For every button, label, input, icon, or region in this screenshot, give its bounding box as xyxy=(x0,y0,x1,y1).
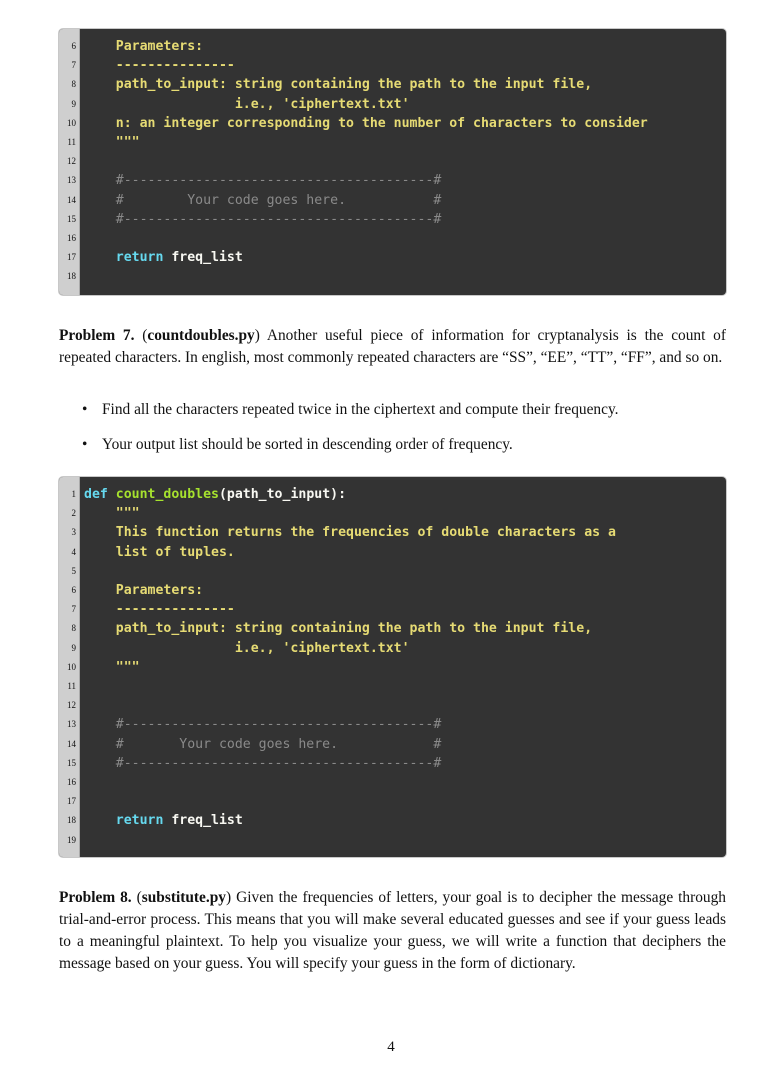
code-line xyxy=(59,600,726,619)
code-text: #---------------------------------------# xyxy=(84,211,442,227)
code-text: --------------- xyxy=(84,602,235,618)
bullet-icon: • xyxy=(82,401,88,418)
code-line xyxy=(59,504,726,523)
code-text: --------------- xyxy=(84,58,235,74)
code-line xyxy=(59,210,726,229)
code-line xyxy=(59,658,726,677)
code-text: #---------------------------------------# xyxy=(84,755,442,771)
line-number: 8 xyxy=(71,623,76,634)
line-number: 12 xyxy=(67,156,76,167)
problem-8-text: Problem 8. (substitute.py) Given the frequencies of letters, your goal is to decipher the message through trial-and-error process. This means that you will make several educated guesses and see if your guess leads to a meaningful plaintext. To help you visualize your guess, we will write a function that deciphers the message based on your guess. You will specify your guess in the form of dictionary. xyxy=(59,889,726,972)
line-number: 9 xyxy=(71,642,76,653)
line-number: 13 xyxy=(67,175,76,186)
page-number: 4 xyxy=(387,1039,395,1055)
line-number: 7 xyxy=(71,60,76,71)
line-number: 1 xyxy=(71,489,76,499)
code-line xyxy=(59,639,726,658)
code-text: """ xyxy=(84,659,140,675)
code-line xyxy=(59,152,726,171)
code-line xyxy=(59,248,726,267)
line-number: 18 xyxy=(67,815,76,826)
code-listing-1 xyxy=(59,29,726,295)
code-line xyxy=(59,114,726,133)
bullet-icon: • xyxy=(82,436,88,453)
problem-7-label: Problem 7. xyxy=(59,327,135,344)
bullet-item: • Your output list should be sorted in descending order of frequency. xyxy=(82,434,513,456)
line-number: 12 xyxy=(67,700,76,711)
code-line xyxy=(59,581,726,600)
code-text: def count_doubles(path_to_input): xyxy=(84,487,347,502)
code-listing-2 xyxy=(59,477,726,857)
code-text: """ xyxy=(84,135,140,150)
code-line xyxy=(59,133,726,152)
line-number: 3 xyxy=(71,527,76,538)
line-number: 16 xyxy=(67,233,76,243)
code-text: n: an integer corresponding to the number of characters to consider xyxy=(84,115,648,131)
code-line xyxy=(59,677,726,696)
problem-8-filename: substitute.py xyxy=(141,889,226,906)
code-text: This function returns the frequencies of double characters as a xyxy=(84,525,616,541)
code-line xyxy=(59,562,726,581)
line-number: 9 xyxy=(71,98,76,109)
bullet-item: • Find all the characters repeated twice in the ciphertext and compute their frequency. xyxy=(82,399,619,421)
line-number: 17 xyxy=(67,796,76,807)
code-line xyxy=(59,75,726,94)
code-line xyxy=(59,811,726,830)
code-text: #---------------------------------------# xyxy=(84,173,442,189)
code-text: Parameters: xyxy=(84,583,204,598)
line-number: 8 xyxy=(71,79,76,90)
code-line xyxy=(59,754,726,773)
problem-7-text: Problem 7. (countdoubles.py) Another useful piece of information for cryptanalysis is the count of repeated characters. In english, most commonly repeated characters are “SS”, “EE”, “TT”, “FF”, and so on. xyxy=(59,327,726,366)
line-number: 2 xyxy=(71,508,76,519)
code-line xyxy=(59,523,726,542)
code-line xyxy=(59,696,726,715)
line-number: 10 xyxy=(67,117,76,128)
code-line xyxy=(59,485,726,504)
code-text: i.e., 'ciphertext.txt' xyxy=(84,96,410,112)
line-number: 15 xyxy=(67,213,76,224)
line-number: 10 xyxy=(67,661,76,672)
line-number: 7 xyxy=(71,604,76,615)
code-line xyxy=(59,171,726,190)
code-line xyxy=(59,191,726,210)
line-number: 6 xyxy=(71,41,76,51)
code-text: # Your code goes here. # xyxy=(84,736,442,752)
code-text: Parameters: xyxy=(84,39,204,54)
code-line xyxy=(59,37,726,56)
line-number: 19 xyxy=(67,834,76,845)
code-line xyxy=(59,95,726,114)
line-number: 17 xyxy=(67,252,76,263)
code-text: i.e., 'ciphertext.txt' xyxy=(84,640,410,656)
code-text: #---------------------------------------# xyxy=(84,717,442,733)
code-line xyxy=(59,543,726,562)
code-line xyxy=(59,773,726,792)
code-text: path_to_input: string containing the path to the input file, xyxy=(84,621,593,637)
line-number: 16 xyxy=(67,777,76,787)
line-number: 14 xyxy=(67,194,76,205)
line-number: 6 xyxy=(71,585,76,595)
code-text: list of tuples. xyxy=(84,544,235,560)
line-number: 4 xyxy=(71,546,76,557)
code-text: # Your code goes here. # xyxy=(84,192,442,208)
problem-7-filename: countdoubles.py xyxy=(147,327,255,344)
code-line xyxy=(59,715,726,734)
line-number: 13 xyxy=(67,719,76,730)
line-number: 11 xyxy=(67,137,76,147)
code-line xyxy=(59,831,726,850)
line-number: 18 xyxy=(67,271,76,282)
code-line xyxy=(59,619,726,638)
code-line xyxy=(59,735,726,754)
line-number: 15 xyxy=(67,757,76,768)
code-line xyxy=(59,229,726,248)
code-text: return freq_list xyxy=(84,250,243,266)
code-text: """ xyxy=(84,506,140,522)
code-line xyxy=(59,792,726,811)
line-number: 14 xyxy=(67,738,76,749)
problem-8-body: Given the frequencies of letters, your goal is to decipher the message through trial-and-error process. This means that you will make several educated guesses and see if your guess leads to a meaningful plaintext. To help you visualize your guess, we will write a function that deciphers the message based on your guess. You will specify your guess in the form of dictionary. xyxy=(59,889,726,972)
problem-7-body: Another useful piece of information for cryptanalysis is the count of repeated characters. In english, most commonly repeated characters are “SS”, “EE”, “TT”, “FF”, and so on. xyxy=(59,327,726,366)
code-line xyxy=(59,56,726,75)
line-number: 11 xyxy=(67,681,76,691)
code-line xyxy=(59,267,726,286)
problem-8-label: Problem 8. xyxy=(59,889,132,906)
code-text: path_to_input: string containing the path to the input file, xyxy=(84,77,593,93)
code-text: return freq_list xyxy=(84,813,243,829)
line-number: 5 xyxy=(71,565,76,576)
